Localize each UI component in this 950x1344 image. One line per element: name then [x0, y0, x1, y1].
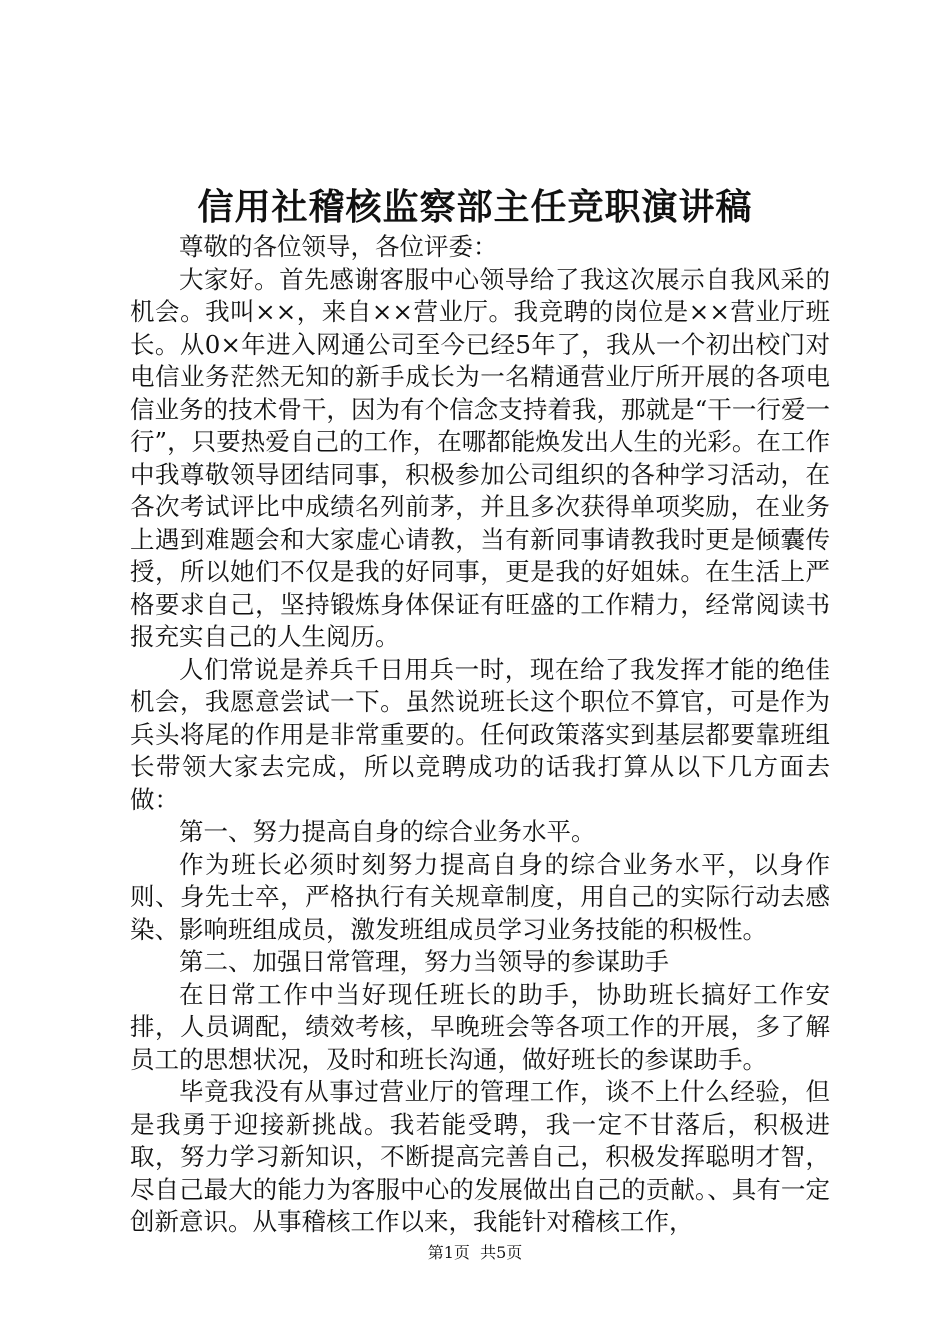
document-body [130, 231, 830, 1239]
paragraph-point-two: 在日常工作中当好现任班长的助手，协助班长搞好工作安排，人员调配，绩效考核，早晚班会等各项工作的开展，多了解员工的思想状况，及时和班长沟通，做好班长的参谋助手。 [130, 979, 830, 1074]
salutation: 尊敬的各位领导，各位评委： [179, 232, 498, 261]
page-number: 第1页 [427, 1243, 470, 1262]
heading-point-two: 第二、加强日常管理，努力当领导的参谋助手 [179, 947, 669, 976]
document-title: 信用社稽核监察部主任竞职演讲稿 [197, 186, 753, 228]
paragraph-opportunity: 人们常说是养兵千日用兵一时，现在给了我发挥才能的绝佳机会，我愿意尝试一下。虽然说班长这个职位不算官，可是作为兵头将尾的作用是非常重要的。任何政策落实到基层都要靠班组长带领大家去完成，所以竞聘成功的话我打算从以下几方面去做： [130, 654, 830, 814]
paragraph-intro: 大家好。首先感谢客服中心领导给了我这次展示自我风采的机会。我叫××，来自××营业厅。我竞聘的岗位是××营业厅班长。从0×年进入网通公司至今已经5年了，我从一个初出校门对电信业务茫然无知的新手成长为一名精通营业厅所开展的各项电信业务的技术骨干，因为有个信念支持着我，那就是“干一行爱一行”，只要热爱自己的工作，在哪都能焕发出人生的光彩。在工作中我尊敬领导团结同事，积极参加公司组织的各种学习活动，在各次考试评比中成绩名列前茅，并且多次获得单项奖励，在业务上遇到难题会和大家虚心请教，当有新同事请教我时更是倾囊传授，所以她们不仅是我的好同事，更是我的好姐妹。在生活上严格要求自己，坚持锻炼身体保证有旺盛的工作精力，经常阅读书报充实自己的人生阅历。 [130, 264, 830, 651]
paragraph-point-one: 作为班长必须时刻努力提高自身的综合业务水平，以身作则、身先士卒，严格执行有关规章制度，用自己的实际行动去感染、影响班组成员，激发班组成员学习业务技能的积极性。 [130, 849, 830, 944]
paragraph-closing: 毕竟我没有从事过营业厅的管理工作，谈不上什么经验，但是我勇于迎接新挑战。我若能受聘，我一定不甘落后，积极进取，努力学习新知识，不断提高完善自己，积极发挥聪明才智，尽自己最大的能力为客服中心的发展做出自己的贡献。、具有一定创新意识。从事稽核工作以来，我能针对稽核工作， [130, 1077, 830, 1236]
page-total: 共5页 [480, 1243, 523, 1262]
page-footer [0, 1242, 950, 1264]
heading-point-one: 第一、努力提高自身的综合业务水平。 [179, 817, 596, 846]
